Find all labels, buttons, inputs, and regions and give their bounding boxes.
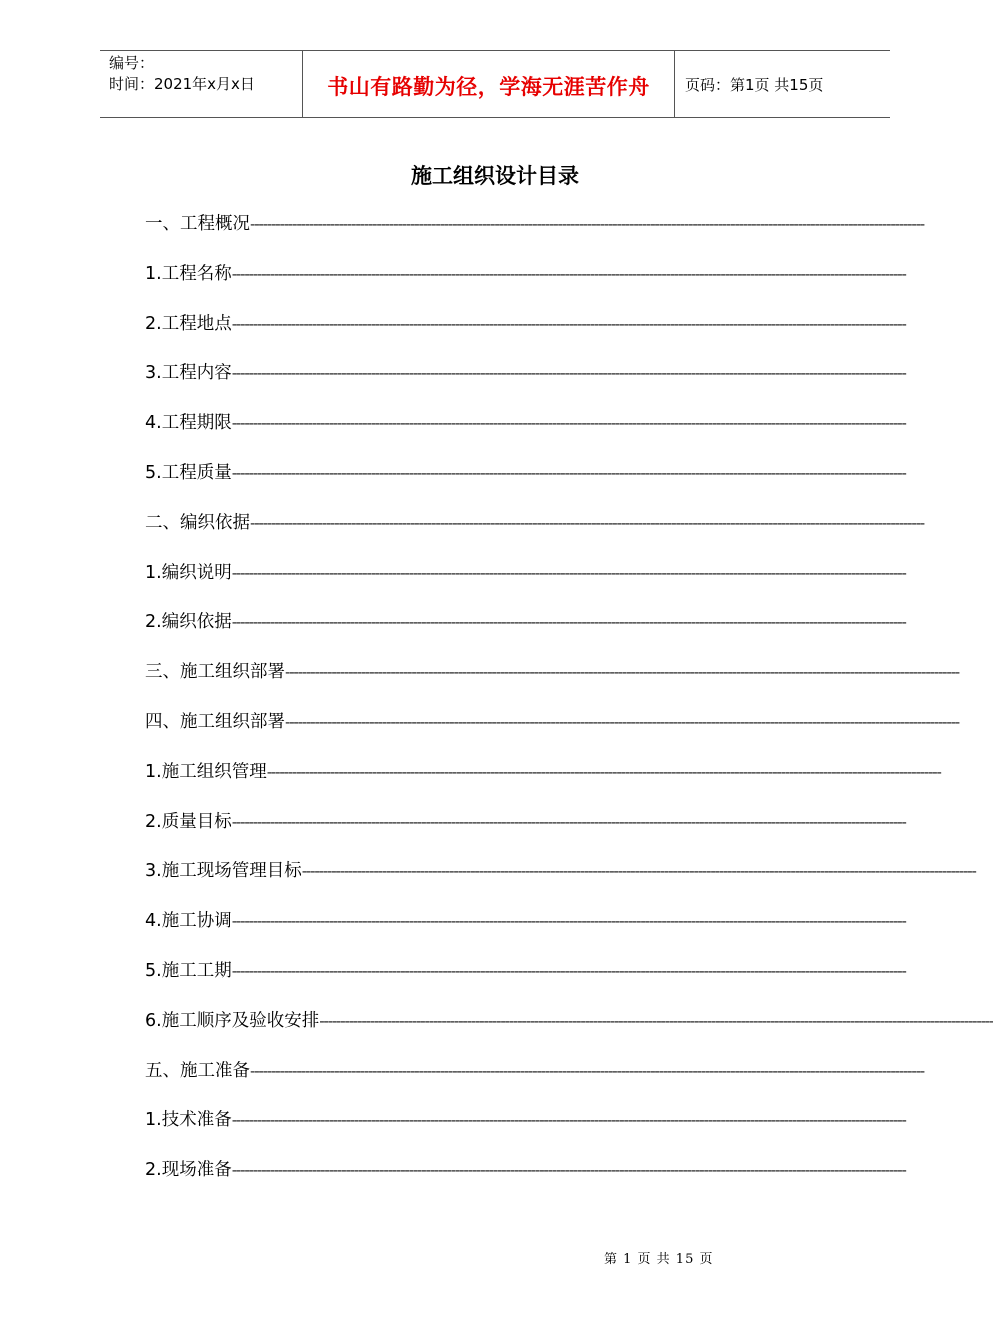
toc-entry-number: 4. xyxy=(145,413,162,434)
toc-entry-number: 5. xyxy=(145,961,162,981)
toc-entry-label: 编织依据 xyxy=(180,512,250,533)
toc-entry-label: 施工工期 xyxy=(161,961,232,981)
toc-entry[interactable] xyxy=(145,1159,906,1181)
toc-entry-number: 1. xyxy=(145,1110,162,1131)
toc-leader: ---------------------------------------------------------------------------------------------------------------------------------------------------------------- xyxy=(250,215,925,233)
toc-entry-label: 技术准备 xyxy=(161,1110,232,1131)
toc-entry[interactable] xyxy=(145,811,906,833)
toc-leader: ---------------------------------------------------------------------------------------------------------------------------------------------------------------- xyxy=(231,962,906,980)
toc-leader: ---------------------------------------------------------------------------------------------------------------------------------------------------------------- xyxy=(231,414,906,433)
toc-entry-label: 工程地点 xyxy=(161,313,232,334)
toc-entry-number: 三、 xyxy=(145,662,180,683)
toc-entry-label: 施工准备 xyxy=(180,1060,250,1081)
toc-leader: ---------------------------------------------------------------------------------------------------------------------------------------------------------------- xyxy=(231,563,906,582)
toc-entry-label: 工程名称 xyxy=(161,263,232,284)
document-title: 施工组织设计目录 xyxy=(411,164,579,188)
document-header xyxy=(100,50,890,118)
toc-entry-label: 施工组织管理 xyxy=(161,761,267,782)
toc-leader: ---------------------------------------------------------------------------------------------------------------------------------------------------------------- xyxy=(231,912,906,931)
toc-entry-label: 工程内容 xyxy=(161,363,232,384)
toc-entry[interactable] xyxy=(145,661,960,683)
toc-entry-number: 3. xyxy=(145,363,162,384)
toc-leader: ---------------------------------------------------------------------------------------------------------------------------------------------------------------- xyxy=(231,812,906,831)
toc-entry-label: 现场准备 xyxy=(161,1160,232,1181)
toc-leader: ---------------------------------------------------------------------------------------------------------------------------------------------------------------- xyxy=(231,464,906,482)
toc-entry-number: 五、 xyxy=(145,1060,180,1081)
toc-leader: ---------------------------------------------------------------------------------------------------------------------------------------------------------------- xyxy=(319,1011,993,1030)
toc-leader: ---------------------------------------------------------------------------------------------------------------------------------------------------------------- xyxy=(231,613,906,632)
toc-entry-number: 二、 xyxy=(145,512,180,533)
toc-entry-number: 2. xyxy=(145,313,162,334)
toc-entry[interactable] xyxy=(145,562,906,584)
toc-entry-number: 5. xyxy=(145,463,162,483)
toc-entry-label: 施工顺序及验收安排 xyxy=(161,1010,320,1031)
toc-entry-label: 工程概况 xyxy=(180,214,250,234)
toc-entry[interactable] xyxy=(145,213,925,235)
toc-entry-label: 施工现场管理目标 xyxy=(161,861,302,882)
toc-leader: ---------------------------------------------------------------------------------------------------------------------------------------------------------------- xyxy=(231,1161,906,1180)
header-page-info xyxy=(675,51,890,117)
toc-entry-number: 1. xyxy=(145,562,162,583)
toc-leader: ---------------------------------------------------------------------------------------------------------------------------------------------------------------- xyxy=(231,364,906,383)
toc-leader: ---------------------------------------------------------------------------------------------------------------------------------------------------------------- xyxy=(231,264,906,283)
toc-leader: ---------------------------------------------------------------------------------------------------------------------------------------------------------------- xyxy=(250,513,925,532)
toc-entry-label: 施工组织部署 xyxy=(180,712,285,732)
toc-entry-number: 一、 xyxy=(145,214,180,234)
toc-entry-number: 2. xyxy=(145,811,162,832)
toc-leader: ---------------------------------------------------------------------------------------------------------------------------------------------------------------- xyxy=(285,663,960,682)
toc-entry[interactable] xyxy=(145,761,941,783)
toc-entry[interactable] xyxy=(145,1010,993,1032)
toc-entry[interactable] xyxy=(145,362,906,384)
toc-entry-number: 3. xyxy=(145,861,162,882)
toc-entry-number: 6. xyxy=(145,1010,162,1031)
toc-entry-number: 4. xyxy=(145,911,162,932)
toc-entry[interactable] xyxy=(145,462,906,484)
toc-entry-label: 编织说明 xyxy=(161,562,232,583)
toc-entry-number: 2. xyxy=(145,612,162,633)
toc-entry[interactable] xyxy=(145,512,925,534)
document-time-label: 时间：2021年x月x日 xyxy=(109,75,255,93)
toc-entry-number: 1. xyxy=(145,263,162,284)
page-info-text: 页码：第1页 共15页 xyxy=(685,75,824,94)
toc-entry[interactable] xyxy=(145,711,960,733)
document-number-label: 编号： xyxy=(109,54,155,72)
toc-entry-number: 1. xyxy=(145,761,162,782)
toc-leader: ---------------------------------------------------------------------------------------------------------------------------------------------------------------- xyxy=(301,862,976,881)
toc-entry-label: 施工组织部署 xyxy=(180,662,285,683)
toc-entry[interactable] xyxy=(145,263,906,285)
header-motto-cell xyxy=(302,51,675,117)
toc-entry-label: 施工协调 xyxy=(161,911,232,932)
toc-entry[interactable] xyxy=(145,910,906,932)
header-meta xyxy=(100,51,302,117)
toc-leader: ---------------------------------------------------------------------------------------------------------------------------------------------------------------- xyxy=(285,713,960,731)
toc-entry-number: 2. xyxy=(145,1160,162,1181)
toc-entry[interactable] xyxy=(145,1060,925,1082)
toc-entry[interactable] xyxy=(145,611,906,633)
toc-entry-label: 工程质量 xyxy=(161,463,232,483)
toc-leader: ---------------------------------------------------------------------------------------------------------------------------------------------------------------- xyxy=(231,314,906,333)
toc-entry[interactable] xyxy=(145,412,906,434)
toc-leader: ---------------------------------------------------------------------------------------------------------------------------------------------------------------- xyxy=(231,1111,906,1130)
page-footer: 第 1 页 共 15 页 xyxy=(604,1252,714,1267)
toc-entry-label: 工程期限 xyxy=(161,413,232,434)
toc-entry[interactable] xyxy=(145,1109,906,1131)
toc-leader: ---------------------------------------------------------------------------------------------------------------------------------------------------------------- xyxy=(266,762,941,781)
toc-entry[interactable] xyxy=(145,860,976,882)
toc-entry[interactable] xyxy=(145,960,906,982)
toc-entry-number: 四、 xyxy=(145,712,180,732)
toc-entry-label: 质量目标 xyxy=(161,811,232,832)
toc-entry-label: 编织依据 xyxy=(161,612,232,633)
toc-leader: ---------------------------------------------------------------------------------------------------------------------------------------------------------------- xyxy=(250,1061,925,1080)
toc-entry[interactable] xyxy=(145,313,906,335)
motto-text: 书山有路勤为径，学海无涯苦作舟 xyxy=(327,75,650,99)
